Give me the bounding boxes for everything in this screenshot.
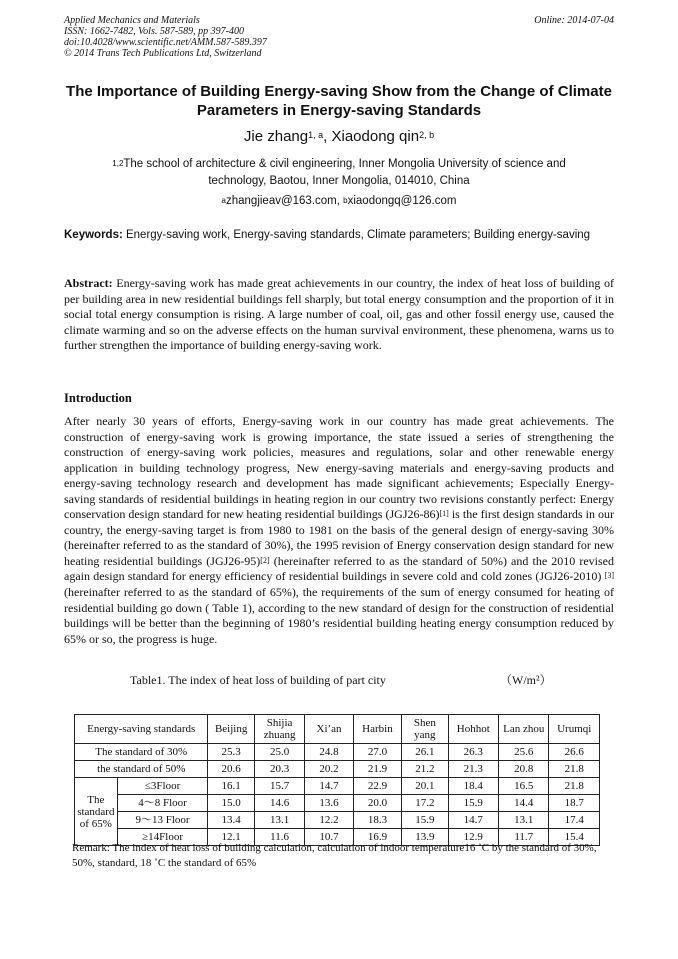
- header-city: Shijia zhuang: [254, 715, 304, 744]
- table-cell: 17.2: [402, 795, 448, 812]
- affiliation-mark: 1,2: [112, 159, 124, 168]
- floor-label: ≥14Floor: [117, 829, 208, 846]
- keywords-label: Keywords:: [64, 229, 123, 241]
- table-cell: 20.3: [254, 761, 304, 778]
- table-cell: 21.8: [549, 761, 600, 778]
- table-cell: 27.0: [353, 744, 401, 761]
- table-cell: 11.7: [499, 829, 549, 846]
- table-row: [75, 778, 600, 795]
- intro-text: After nearly 30 years of efforts, Energy-saving work in our country has made great achievements. The construction of energy-saving work is growing importance, the state issued a series of strengthening the construction of energy-saving work policies, measures and regulations, solar and other renewable energy application in building technology progress, New energy-saving materials and energy-saving products and energy-saving technology research and development has made significant achievements; Especially Energy-saving standards of residential buildings in heating region in our country two revisions constantly perfect: Energy conservation design standard for new heating residential buildings (JGJ26-86): [64, 414, 614, 522]
- table-cell: 12.2: [305, 812, 353, 829]
- intro-paragraph: [64, 414, 614, 647]
- table-caption-text: Table1. The index of heat loss of building of part city: [130, 673, 386, 687]
- email-mark: b: [343, 196, 348, 205]
- abstract-label: Abstract:: [64, 276, 113, 290]
- table-cell: 26.1: [402, 744, 448, 761]
- table-cell: 13.9: [402, 829, 448, 846]
- author-name: Jie zhang: [243, 128, 309, 145]
- keywords: [64, 228, 614, 243]
- journal-name: Applied Mechanics and Materials: [64, 15, 200, 26]
- table-cell: 20.6: [208, 761, 254, 778]
- author-affiliation-mark: 1, a: [308, 130, 324, 140]
- table-cell: 24.8: [305, 744, 353, 761]
- group-label: The standard of 65%: [75, 778, 118, 846]
- table-cell: 17.4: [549, 812, 600, 829]
- header-city: Harbin: [353, 715, 401, 744]
- table-cell: 16.1: [208, 778, 254, 795]
- author-affiliation-mark: 2, b: [419, 130, 435, 140]
- table-cell: 15.4: [549, 829, 600, 846]
- header-city: Urumqi: [549, 715, 600, 744]
- affiliation-text: The school of architecture & civil engineering, Inner Mongolia University of science and technology, Baotou, Inner Mongolia, 014010, China: [123, 158, 566, 187]
- table-cell: 20.0: [353, 795, 401, 812]
- table-cell: 22.9: [353, 778, 401, 795]
- table-cell: 20.1: [402, 778, 448, 795]
- table-cell: 15.7: [254, 778, 304, 795]
- table-cell: 21.9: [353, 761, 401, 778]
- author-list: [64, 128, 614, 146]
- table-cell: 15.9: [448, 795, 498, 812]
- citation[interactable]: [2]: [260, 555, 270, 565]
- citation[interactable]: [1]: [439, 509, 449, 519]
- table-cell: 18.7: [549, 795, 600, 812]
- table-cell: 25.3: [208, 744, 254, 761]
- citation[interactable]: [3]: [604, 571, 614, 581]
- table-caption: [130, 673, 552, 688]
- table-cell: 18.4: [448, 778, 498, 795]
- table-cell: 25.6: [499, 744, 549, 761]
- abstract-text: Energy-saving work has made great achievements in our country, the index of heat loss of building of per building area in new residential buildings fell sharply, but total energy consumption and the proportion of it in social total energy consumption is rising. A large number of coal, oil, gas and other fossil energy use, caused the climate warming and so on the adverse effects on the human survival environment, these phenomena, warns us to further strengthen the importance of building energy-saving work.: [64, 276, 614, 353]
- table-cell: 21.2: [402, 761, 448, 778]
- intro-text: is the first design standards in our country, the energy-saving target is from 1980 to 1981 on the basis of the general design of energy-saving 30% (hereinafter referred to as the standard of 30%), the 1995 revision of Energy conservation design standard for new heating residential buildings (JGJ26-95): [64, 507, 614, 568]
- table-cell: 11.6: [254, 829, 304, 846]
- header-corner: Energy-saving standards: [75, 715, 208, 744]
- table-cell: 13.6: [305, 795, 353, 812]
- keywords-text: Energy-saving work, Energy-saving standards, Climate parameters; Building energy-saving: [122, 229, 591, 241]
- email-link[interactable]: xiaodongq@126.com: [347, 195, 457, 207]
- header-city: Lan zhou: [499, 715, 549, 744]
- abstract: [64, 276, 614, 354]
- journal-doi: doi:10.4028/www.scientific.net/AMM.587-589.397: [64, 37, 267, 48]
- table-cell: 20.8: [499, 761, 549, 778]
- table-cell: 16.5: [499, 778, 549, 795]
- header-city: Shen yang: [402, 715, 448, 744]
- table-cell: 13.4: [208, 812, 254, 829]
- table-cell: 15.0: [208, 795, 254, 812]
- table-cell: 14.7: [448, 812, 498, 829]
- table-cell: 21.3: [448, 761, 498, 778]
- table-cell: 14.7: [305, 778, 353, 795]
- row-label: The standard of 30%: [75, 744, 208, 761]
- intro-text: (hereinafter referred to as the standard of 65%), the requirements of the sum of energy consumed for heating of residential building go down ( Table 1), according to the new standard of design for the construction of residential buildings will be better than the beginning of 1980’s residential building heating energy consumption reduced by 65% or so, the progress is huge.: [64, 585, 614, 646]
- table-unit: （W/m²）: [500, 673, 552, 687]
- email-link[interactable]: zhangjieav@163.com: [225, 195, 337, 207]
- table-cell: 12.1: [208, 829, 254, 846]
- floor-label: 9～13 Floor: [117, 812, 208, 829]
- table-cell: 14.6: [254, 795, 304, 812]
- journal-header: [64, 15, 267, 59]
- affiliation: [84, 156, 594, 190]
- intro-text: (hereinafter referred to as the standard of 50%) and the 2010 revised again design standard for energy efficiency of residential buildings in severe cold and cold zones (JGJ26-2010): [64, 553, 614, 584]
- row-label: the standard of 50%: [75, 761, 208, 778]
- table-cell: 12.9: [448, 829, 498, 846]
- table-cell: 15.9: [402, 812, 448, 829]
- floor-label: 4～8 Floor: [117, 795, 208, 812]
- table-cell: 10.7: [305, 829, 353, 846]
- table-cell: 21.8: [549, 778, 600, 795]
- table-row: [75, 744, 600, 761]
- email-separator: ,: [336, 195, 344, 207]
- table-cell: 25.0: [254, 744, 304, 761]
- heat-loss-table: [74, 714, 600, 846]
- table-cell: 18.3: [353, 812, 401, 829]
- table-cell: 20.2: [305, 761, 353, 778]
- table-cell: 16.9: [353, 829, 401, 846]
- table-cell: 14.4: [499, 795, 549, 812]
- table-cell: 26.6: [549, 744, 600, 761]
- paper-title: The Importance of Building Energy-saving Show from the Change of Climate Parameters in Energy-saving Standards: [66, 83, 612, 119]
- table-cell: 13.1: [254, 812, 304, 829]
- table-row: [75, 795, 600, 812]
- table-row: [75, 812, 600, 829]
- header-city: Hohhot: [448, 715, 498, 744]
- author-separator: ,: [323, 128, 332, 145]
- email-mark: a: [221, 196, 226, 205]
- author-emails: [64, 194, 614, 209]
- table-row: [75, 761, 600, 778]
- table-cell: 13.1: [499, 812, 549, 829]
- floor-label: ≤3Floor: [117, 778, 208, 795]
- table-cell: 26.3: [448, 744, 498, 761]
- journal-copyright: © 2014 Trans Tech Publications Ltd, Switzerland: [64, 48, 262, 59]
- table-remark: Remark: The index of heat loss of building calculation, calculation of indoor temperature16 ˚C by the standard of 30%, 50%, standard, 18 ˚C the standard of 65%: [72, 842, 597, 869]
- section-heading: Introduction: [64, 391, 132, 405]
- header-city: Beijing: [208, 715, 254, 744]
- author-name: Xiaodong qin: [331, 128, 420, 145]
- journal-issn: ISSN: 1662-7482, Vols. 587-589, pp 397-400: [64, 26, 244, 37]
- table-header-row: [75, 715, 600, 744]
- header-city: Xi’an: [305, 715, 353, 744]
- online-date: Online: 2014-07-04: [534, 15, 614, 26]
